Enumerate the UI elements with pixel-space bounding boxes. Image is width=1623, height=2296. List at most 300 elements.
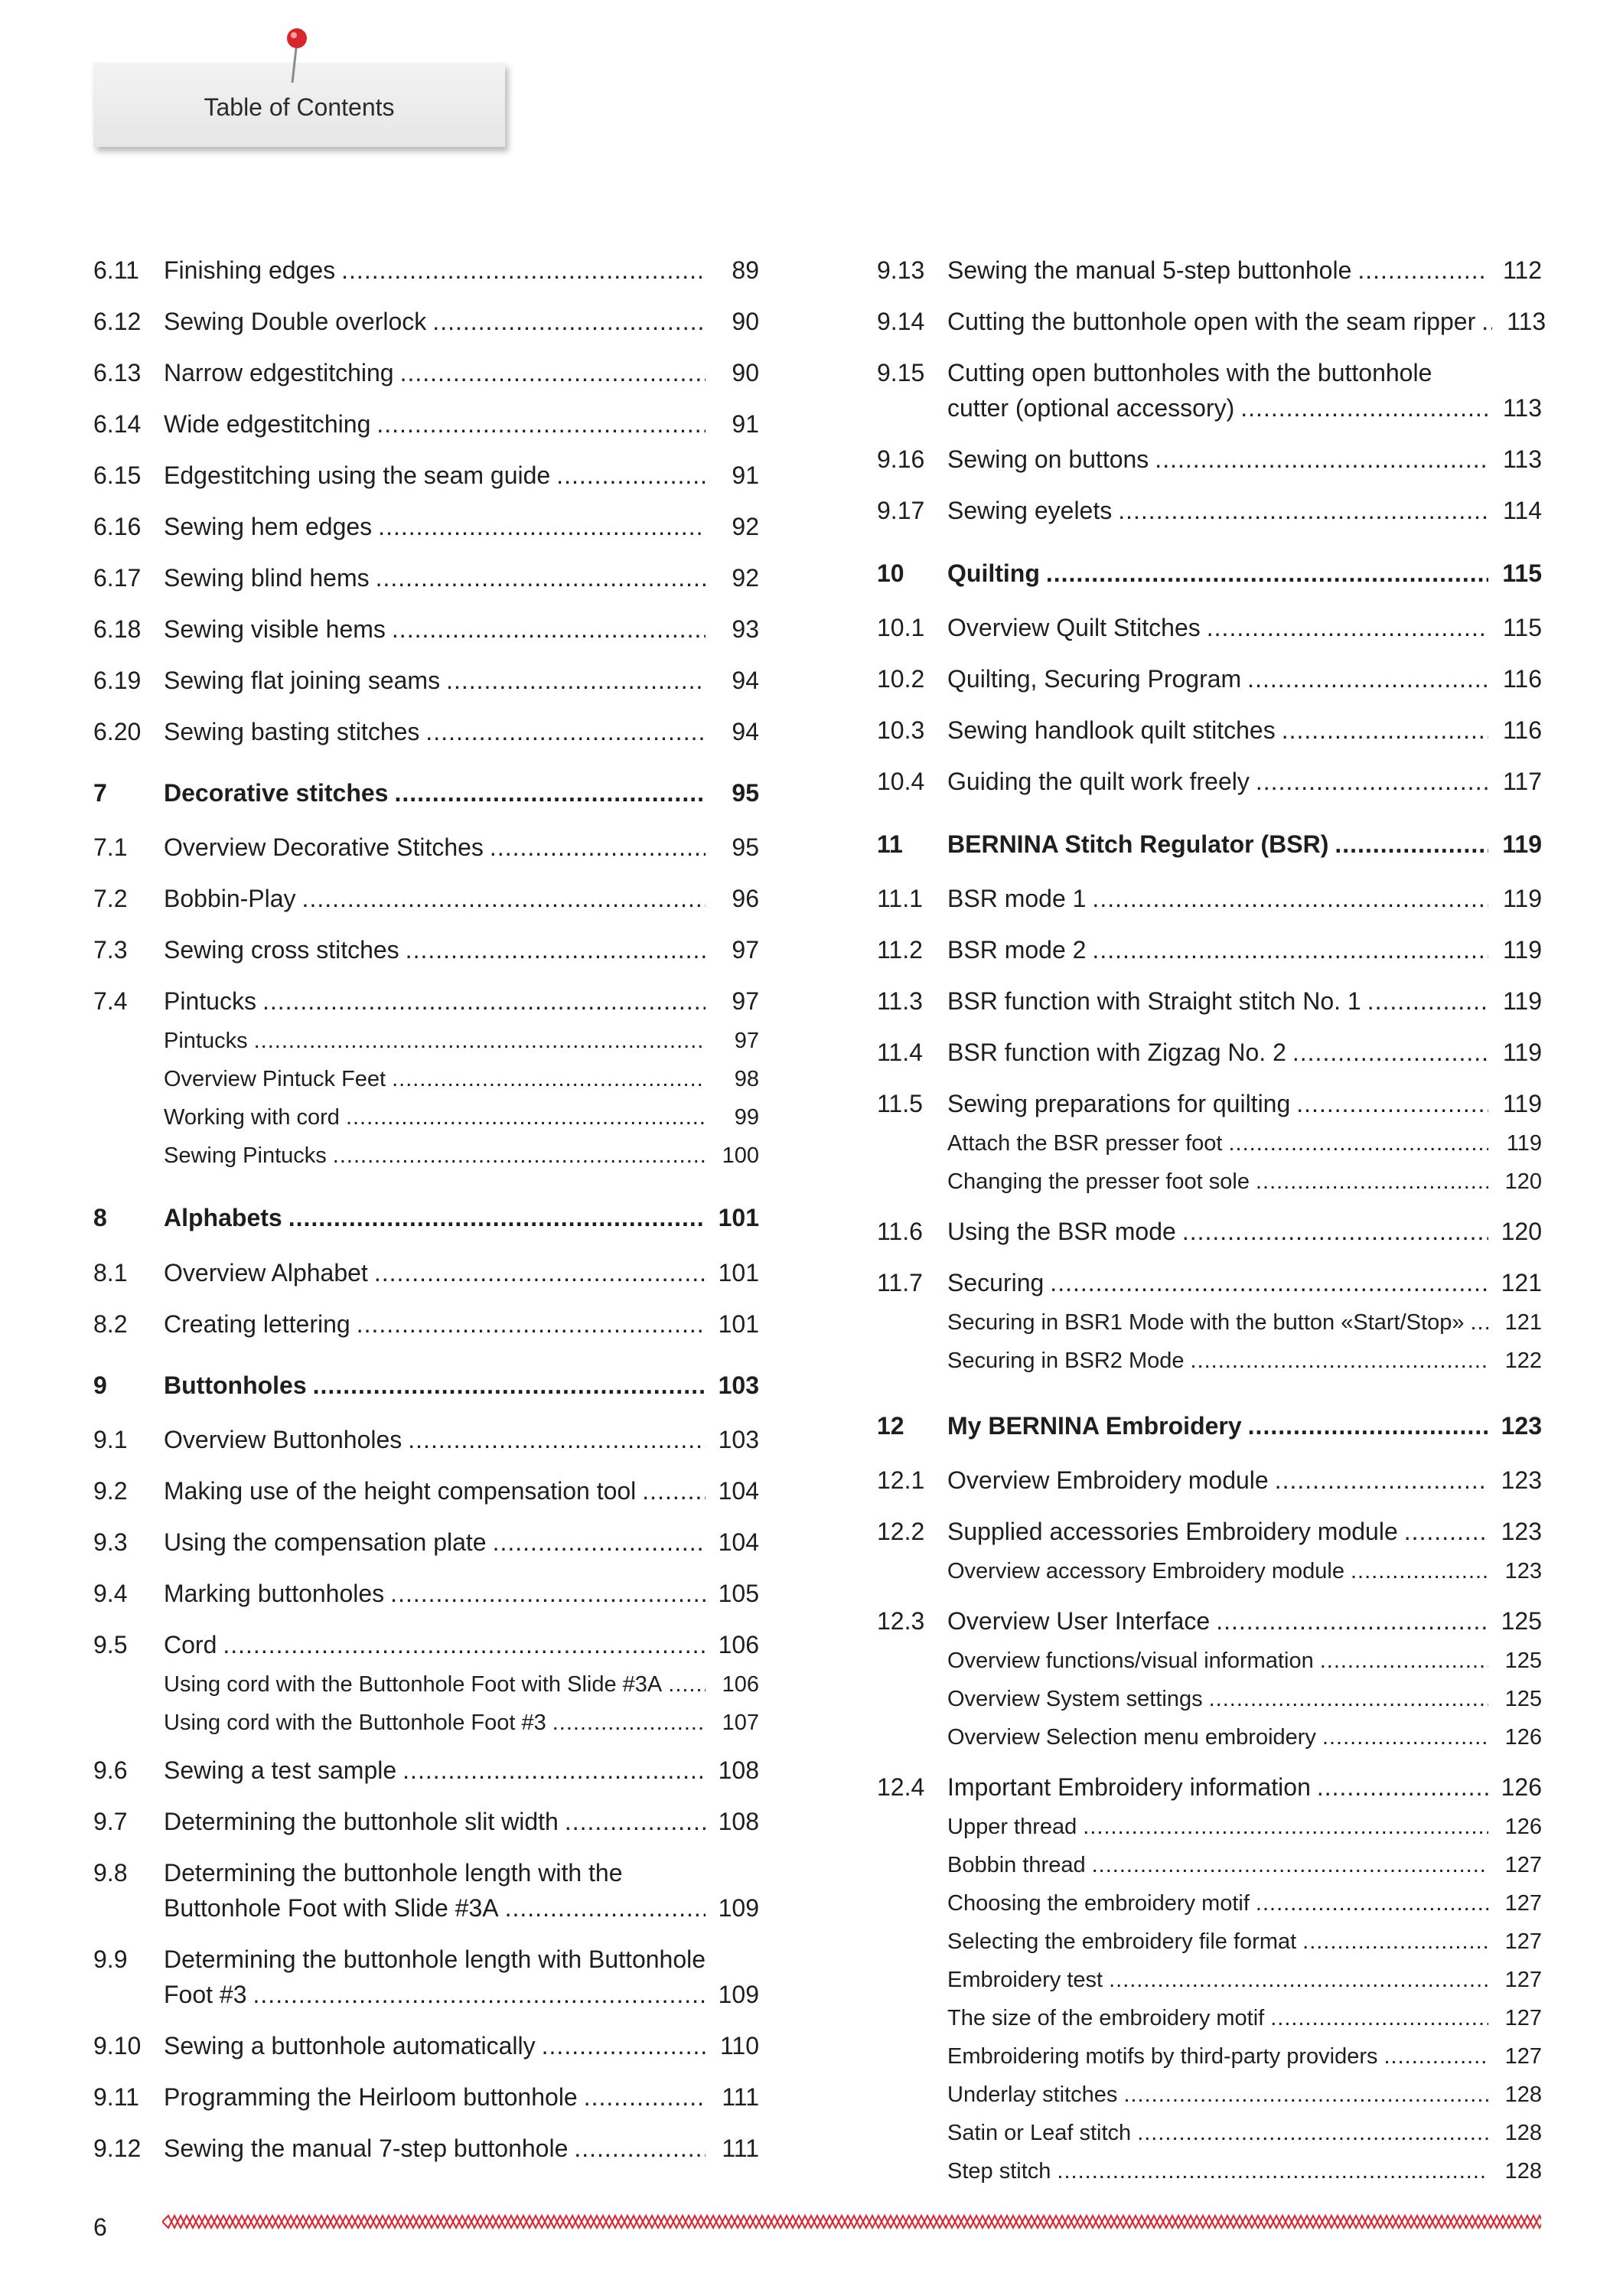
toc-entry-page: 126 [1504,1815,1542,1839]
toc-entry-title: Cord [164,1631,217,1658]
dot-leader [490,830,706,865]
toc-entry-title: Overview Buttonholes [164,1426,402,1453]
dot-leader [254,1026,706,1056]
toc-entry-title: Sewing Pintucks [164,1143,327,1168]
toc-entry-page: 90 [732,308,759,335]
toc-entry-text [164,1753,759,1788]
toc-entry-title: BSR function with Zigzag No. 2 [947,1039,1286,1066]
toc-entry-text [947,2156,1542,2187]
dot-leader [668,1669,706,1700]
toc-entry-title: Sewing flat joining seams [164,667,441,694]
toc-entry-text [164,253,759,288]
toc-entry-number: 12 [877,1412,904,1440]
dot-leader [584,2079,706,2115]
dot-leader [1207,610,1488,645]
toc-entry-page: 98 [734,1067,759,1091]
dot-leader [1209,1684,1488,1714]
toc-entry-page: 122 [1504,1349,1542,1373]
toc-entry-page: 109 [718,1894,759,1922]
toc-entry-text [164,612,759,647]
toc-entry-number: 7.2 [93,885,128,912]
toc-entry-title: BSR function with Straight stitch No. 1 [947,987,1361,1015]
dot-leader [400,355,706,390]
dot-leader [505,1890,706,1926]
toc-entry-title: Using the BSR mode [947,1218,1176,1245]
dot-leader [574,2131,706,2166]
dot-leader [1123,2079,1488,2110]
toc-entry-page: 123 [1504,1559,1542,1583]
toc-entry-title: cutter (optional accessory) [947,394,1235,422]
toc-entry-page: 115 [1502,614,1542,641]
toc-entry-title: Determining the buttonhole slit width [164,1808,559,1835]
toc-entry-number: 8.2 [93,1310,128,1338]
dot-leader [1083,1812,1488,1842]
dot-leader [432,304,706,339]
toc-entry-text [947,764,1542,799]
toc-entry-number: 9.9 [93,1945,128,1973]
toc-entry-text [947,1086,1542,1121]
toc-entry-page: 116 [1502,665,1542,693]
toc-entry-text [947,1722,1542,1753]
toc-entry-text [947,713,1542,748]
toc-entry-page: 103 [718,1426,759,1453]
toc-entry-page: 101 [718,1204,759,1231]
toc-entry-page: 128 [1504,2159,1542,2183]
toc-entry-page: 92 [732,564,759,592]
toc-entry-page: 108 [718,1756,759,1784]
toc-entry-number: 9.4 [93,1580,128,1607]
toc-entry-title: Sewing the manual 7-step buttonhole [164,2135,569,2162]
toc-entry-number: 6.15 [93,461,142,489]
dot-leader [1275,1463,1488,1498]
toc-entry-page: 103 [718,1371,759,1399]
dot-leader [1092,1850,1488,1880]
toc-entry-title: Underlay stitches [947,2082,1118,2107]
toc-entry-number: 9.7 [93,1808,128,1835]
toc-entry-text [947,1926,1542,1957]
toc-entry-title: Edgestitching using the seam guide [164,461,551,489]
dot-leader [1248,1408,1488,1443]
toc-entry-page: 127 [1504,1853,1542,1877]
toc-entry-text [164,1525,759,1560]
toc-entry-text [947,253,1542,288]
toc-entry-text [947,1345,1542,1376]
toc-entry-title: Sewing visible hems [164,615,386,643]
dot-leader [1057,2156,1488,2187]
dot-leader [1050,1265,1488,1300]
toc-entry-number: 6.20 [93,718,142,745]
toc-entry-text [164,1942,759,2012]
toc-entry-text [164,2028,759,2063]
toc-entry-text [164,1368,759,1403]
toc-entry-text [164,560,759,595]
toc-entry-page: 126 [1501,1773,1542,1801]
toc-entry-page: 123 [1501,1412,1542,1440]
toc-entry-number: 9.11 [93,2083,139,2111]
toc-entry-number: 9.6 [93,1756,128,1784]
dot-leader [394,775,706,810]
toc-entry-text [947,1603,1542,1639]
toc-entry-page: 106 [722,1672,759,1697]
toc-entry-title: BSR mode 1 [947,885,1087,912]
toc-entry-title: Overview Selection menu embroidery [947,1725,1316,1750]
toc-entry-page: 127 [1504,1929,1542,1954]
toc-entry-title: Overview functions/visual information [947,1649,1314,1673]
toc-entry-page: 128 [1504,2121,1542,2145]
toc-entry-page: 115 [1502,559,1542,587]
dot-leader [378,509,706,544]
toc-entry-page: 119 [1502,987,1542,1015]
toc-entry-text [947,1214,1542,1249]
toc-entry-number: 7.1 [93,833,128,861]
dot-leader [565,1804,706,1839]
dot-leader [1404,1514,1488,1549]
toc-entry-text [947,304,1546,339]
toc-entry-text [164,714,759,749]
toc-entry-title: Attach the BSR presser foot [947,1131,1223,1156]
toc-entry-page: 127 [1504,2006,1542,2030]
dot-leader [1092,881,1488,916]
toc-entry-text [164,1102,759,1133]
toc-entry-title: Overview Quilt Stitches [947,614,1201,641]
toc-entry-text [164,983,759,1019]
toc-entry-title: Overview Pintuck Feet [164,1067,386,1091]
dot-leader [1335,827,1488,862]
toc-entry-number: 10.4 [877,768,925,795]
dot-leader [288,1200,706,1235]
toc-entry-number: 11.1 [877,885,923,912]
toc-entry-page: 99 [734,1105,759,1130]
toc-entry-title: Overview Alphabet [164,1259,368,1287]
toc-entry-page: 97 [732,987,759,1015]
dot-leader [1367,983,1488,1019]
dot-leader [357,1306,706,1342]
toc-entry-title: Working with cord [164,1105,340,1130]
dot-leader [1470,1307,1488,1338]
toc-entry-number: 6.16 [93,513,142,540]
toc-entry-title: Sewing preparations for quilting [947,1090,1291,1117]
dot-leader [1092,932,1488,967]
toc-entry-number: 11.5 [877,1090,923,1117]
toc-entry-page: 127 [1504,1968,1542,1992]
toc-entry-text [947,1128,1542,1159]
toc-entry-page: 95 [732,779,759,807]
toc-entry-page: 97 [734,1029,759,1053]
toc-entry-title: Sewing a test sample [164,1756,397,1784]
toc-entry-title: Sewing on buttons [947,445,1149,473]
toc-entry-text [164,1804,759,1839]
toc-entry-number: 9.17 [877,497,925,524]
toc-entry-title: Overview Embroidery module [947,1466,1269,1494]
toc-entry-number: 9.5 [93,1631,128,1658]
dot-leader [408,1422,706,1457]
dot-leader [1228,1128,1488,1159]
toc-entry-page: 128 [1504,2082,1542,2107]
dot-leader [262,983,706,1019]
toc-entry-number: 6.19 [93,667,142,694]
toc-entry-page: 119 [1502,885,1542,912]
toc-entry-page: 119 [1502,1090,1542,1117]
toc-entry-number: 9.16 [877,445,925,473]
toc-entry-title: Finishing edges [164,256,336,284]
toc-entry-page: 120 [1501,1218,1542,1245]
toc-entry-page: 119 [1506,1131,1542,1156]
toc-entry-title: Overview User Interface [947,1607,1211,1635]
toc-entry-title: Overview Decorative Stitches [164,833,484,861]
pushpin-icon [282,26,312,86]
dot-leader [406,932,706,967]
toc-entry-page: 108 [718,1808,759,1835]
toc-entry-text [947,2003,1542,2033]
dot-leader [1481,304,1492,339]
toc-entry-page: 125 [1504,1649,1542,1673]
section-tab-title: Table of Contents [204,93,395,121]
toc-entry-page: 123 [1501,1466,1542,1494]
toc-entry-title: Upper thread [947,1815,1077,1839]
dot-leader [376,406,706,442]
toc-entry-text [947,1645,1542,1676]
toc-entry-text [164,1422,759,1457]
toc-entry-page: 119 [1502,830,1542,858]
toc-entry-page: 113 [1507,308,1546,335]
toc-entry-page: 107 [722,1711,759,1735]
toc-entry-title: Securing [947,1269,1045,1296]
toc-entry-title: Sewing Double overlock [164,308,427,335]
toc-entry-number: 9 [93,1371,107,1399]
decorative-zigzag-rule [162,2213,1541,2230]
toc-entry-text [164,1026,759,1056]
toc-entry-text [164,1306,759,1342]
toc-entry-title: Alphabets [164,1204,282,1231]
toc-entry-title: Buttonhole Foot with Slide #3A [164,1894,499,1922]
toc-entry-number: 9.15 [877,359,925,386]
toc-entry-title: Sewing the manual 5-step buttonhole [947,256,1352,284]
dot-leader [1118,493,1488,528]
toc-entry-title: Making use of the height compensation tool [164,1477,637,1505]
toc-entry-number: 9.8 [93,1859,128,1887]
toc-entry-number: 12.4 [877,1773,925,1801]
toc-entry-number: 8 [93,1204,107,1231]
toc-entry-number: 7.3 [93,936,128,964]
dot-leader [552,1707,706,1738]
dot-leader [642,1473,706,1508]
toc-entry-text [947,1035,1542,1070]
dot-leader [1292,1035,1488,1070]
toc-entry-page: 94 [732,667,759,694]
dot-leader [1383,2041,1488,2072]
toc-entry-page: 113 [1502,394,1542,422]
toc-entry-text [164,509,759,544]
toc-entry-page: 111 [722,2135,759,2162]
dot-leader [390,1576,706,1611]
toc-entry-title: BSR mode 2 [947,936,1087,964]
toc-entry-title-line1: Determining the buttonhole length with Buttonhole [164,1945,706,1973]
dot-leader [446,663,706,698]
toc-entry-page: 113 [1502,445,1542,473]
toc-entry-text [164,1576,759,1611]
toc-entry-title: Securing in BSR2 Mode [947,1349,1185,1373]
toc-entry-text [947,1556,1542,1587]
toc-entry-page: 91 [732,461,759,489]
toc-entry-page: 125 [1501,1607,1542,1635]
toc-entry-text [164,775,759,810]
toc-entry-text [947,932,1542,967]
toc-entry-title: The size of the embroidery motif [947,2006,1265,2030]
toc-entry-title: Buttonholes [164,1371,307,1399]
toc-entry-title: Bobbin thread [947,1853,1086,1877]
toc-entry-page: 89 [732,256,759,284]
toc-entry-number: 9.1 [93,1426,128,1453]
toc-entry-text [164,1707,759,1738]
toc-entry-number: 11.4 [877,1039,923,1066]
toc-entry-title: Embroidering motifs by third-party providers [947,2044,1378,2069]
dot-leader [1256,1888,1488,1919]
toc-entry-number: 12.1 [877,1466,925,1494]
toc-entry-number: 6.11 [93,256,139,284]
toc-entry-text [164,881,759,916]
toc-entry-page: 104 [718,1477,759,1505]
toc-entry-number: 7.4 [93,987,128,1015]
toc-entry-text [947,2079,1542,2110]
dot-leader [1137,2118,1488,2148]
toc-entry-title: Pintucks [164,987,256,1015]
toc-entry-text [164,1064,759,1094]
dot-leader [1109,1965,1488,1995]
dot-leader [493,1525,706,1560]
toc-entry-title: Changing the presser foot sole [947,1169,1250,1194]
toc-entry-number: 8.1 [93,1259,128,1287]
toc-entry-text [164,2131,759,2166]
toc-entry-number: 10.2 [877,665,925,693]
toc-entry-page: 92 [732,513,759,540]
toc-entry-title: BERNINA Stitch Regulator (BSR) [947,830,1329,858]
dot-leader [346,1102,706,1133]
toc-entry-text [164,1627,759,1662]
toc-entry-number: 10.3 [877,716,925,744]
toc-entry-text [947,983,1542,1019]
dot-leader [223,1627,706,1662]
toc-entry-text [164,932,759,967]
toc-entry-title: Sewing cross stitches [164,936,399,964]
toc-entry-title: Satin or Leaf stitch [947,2121,1132,2145]
toc-entry-number: 11.2 [877,936,923,964]
toc-entry-page: 114 [1502,497,1542,524]
toc-entry-page: 96 [732,885,759,912]
toc-entry-page: 120 [1504,1169,1542,1194]
toc-entry-text [947,1965,1542,1995]
toc-entry-title: Supplied accessories Embroidery module [947,1518,1398,1545]
toc-entry-number: 9.2 [93,1477,128,1505]
toc-entry-number: 6.17 [93,564,142,592]
toc-entry-number: 12.2 [877,1518,925,1545]
dot-leader [402,1753,706,1788]
toc-entry-text [164,355,759,390]
dot-leader [376,560,706,595]
toc-entry-text [947,2041,1542,2072]
toc-entry-title: Decorative stitches [164,779,389,807]
dot-leader [333,1140,706,1171]
toc-entry-page: 126 [1504,1725,1542,1750]
dot-leader [542,2028,706,2063]
toc-entry-title: Foot #3 [164,1981,247,2008]
toc-entry-title: Marking buttonholes [164,1580,385,1607]
toc-entry-title: Pintucks [164,1029,248,1053]
toc-entry-page: 91 [732,410,759,438]
toc-entry-title: Selecting the embroidery file format [947,1929,1297,1954]
toc-entry-text [164,304,759,339]
toc-entry-title-line1: Cutting open buttonholes with the buttonhole [947,359,1432,386]
dot-leader [1155,442,1488,477]
toc-entry-number: 11.7 [877,1269,923,1296]
toc-entry-title: Narrow edgestitching [164,359,394,386]
dot-leader [1256,764,1488,799]
toc-entry-text [947,493,1542,528]
dot-leader [1351,1556,1488,1587]
dot-leader [1247,661,1488,696]
dot-leader [374,1255,706,1290]
toc-entry-title: Sewing basting stitches [164,718,420,745]
toc-entry-page: 101 [718,1259,759,1287]
dot-leader [302,881,706,916]
toc-entry-number: 11.6 [877,1218,923,1245]
toc-entry-title: Sewing eyelets [947,497,1113,524]
toc-entry-title: Using the compensation plate [164,1528,487,1556]
toc-entry-page: 117 [1502,768,1542,795]
toc-entry-text [947,1265,1542,1300]
dot-leader [392,612,706,647]
toc-entry-number: 10 [877,559,904,587]
toc-entry-number: 9.13 [877,256,925,284]
toc-entry-text [947,2118,1542,2148]
toc-entry-title: Using cord with the Buttonhole Foot #3 [164,1711,546,1735]
toc-entry-page: 110 [719,2032,759,2060]
toc-entry-title: Guiding the quilt work freely [947,768,1250,795]
dot-leader [253,1977,706,2012]
toc-entry-text [947,1408,1542,1443]
toc-entry-page: 109 [718,1981,759,2008]
toc-entry-number: 10.1 [877,614,925,641]
toc-entry-page: 127 [1504,1891,1542,1916]
toc-entry-title: Important Embroidery information [947,1773,1311,1801]
toc-entry-text [947,1514,1542,1549]
toc-entry-text [164,1669,759,1700]
toc-entry-number: 9.3 [93,1528,128,1556]
dot-leader [1216,1603,1488,1639]
dot-leader [1322,1722,1488,1753]
toc-entry-text [947,1888,1542,1919]
toc-entry-page: 105 [718,1580,759,1607]
toc-entry-number: 9.10 [93,2032,142,2060]
toc-entry-text [947,1463,1542,1498]
toc-entry-text [947,1850,1542,1880]
toc-entry-title-line1: Determining the buttonhole length with the [164,1859,623,1887]
dot-leader [1046,556,1488,591]
toc-entry-text [947,661,1542,696]
toc-entry-page: 112 [1502,256,1542,284]
toc-entry-text [164,1255,759,1290]
toc-entry-title: Embroidery test [947,1968,1103,1992]
toc-entry-title: Overview accessory Embroidery module [947,1559,1344,1583]
toc-entry-page: 119 [1502,936,1542,964]
dot-leader [1320,1645,1488,1676]
toc-entry-text [947,1769,1542,1805]
toc-entry-title: My BERNINA Embroidery [947,1412,1242,1440]
toc-entry-page: 100 [722,1143,759,1168]
toc-entry-page: 121 [1501,1269,1542,1296]
toc-entry-title: Bobbin-Play [164,885,296,912]
toc-entry-title: Quilting [947,559,1040,587]
dot-leader [1182,1214,1488,1249]
